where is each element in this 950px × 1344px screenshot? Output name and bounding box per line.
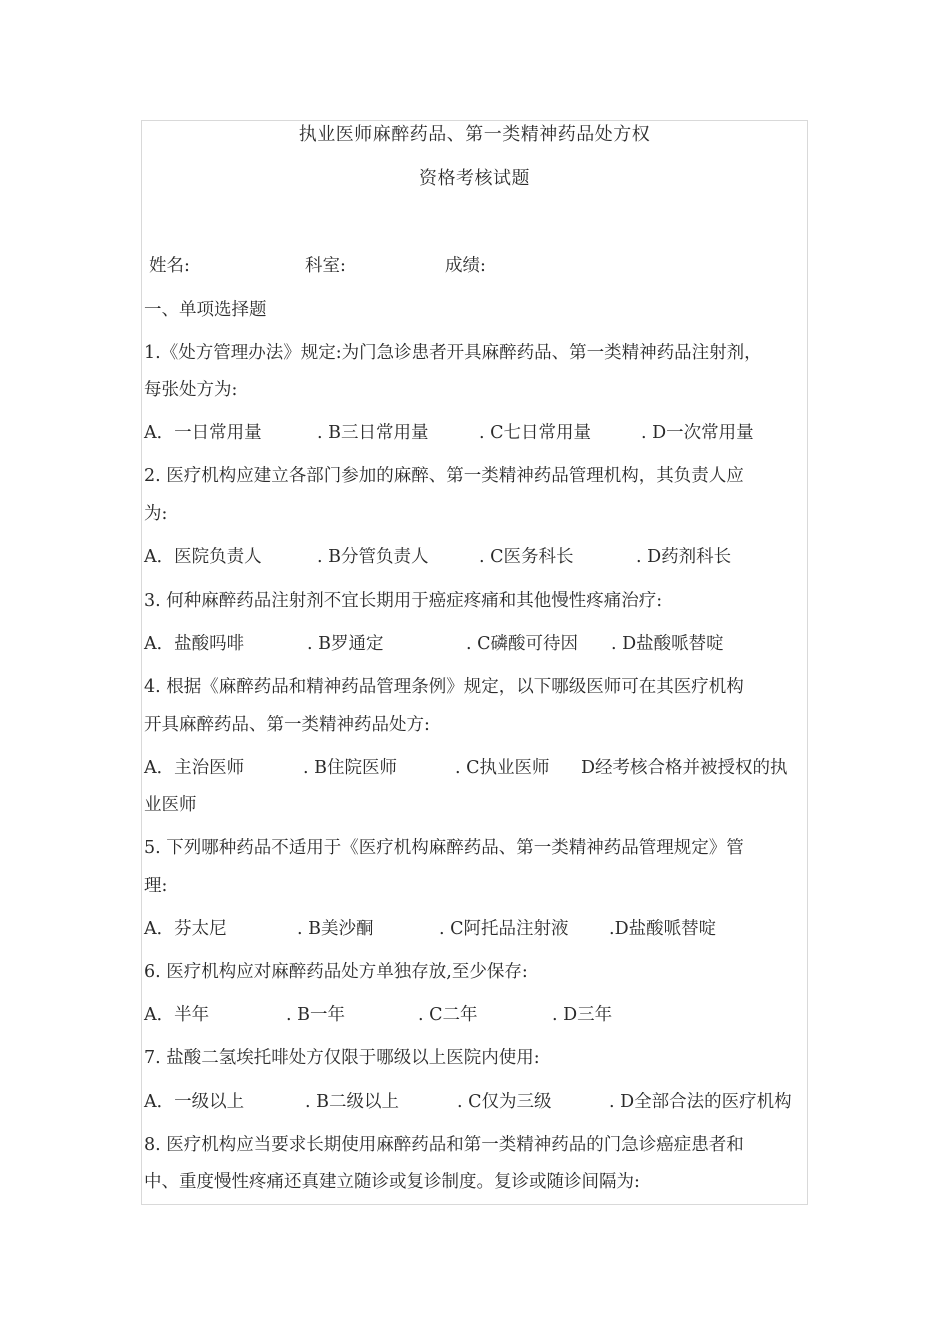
- question-7-option-c: . C仅为三级: [457, 1092, 552, 1112]
- question-5-line-2: 理:: [144, 876, 168, 896]
- question-8-line-2: 中、重度慢性疼痛还真建立随诊或复诊制度。复诊或随诊间隔为:: [144, 1172, 640, 1192]
- department-label: 科室:: [305, 256, 346, 276]
- question-1-option-c: . C七日常用量: [479, 423, 592, 443]
- section-title: 一、单项选择题: [144, 300, 267, 320]
- question-3-option-c: . C磷酸可待因: [466, 634, 579, 654]
- question-2-option-c: . C医务科长: [479, 547, 574, 567]
- question-5-option-a: A．芬太尼: [144, 919, 227, 939]
- question-1-option-a: A．一日常用量: [144, 423, 262, 443]
- question-3-option-d: . D盐酸哌替啶: [611, 634, 724, 654]
- question-3-option-b: . B罗通定: [307, 634, 384, 654]
- document-title: 执业医师麻醉药品、第一类精神药品处方权: [298, 124, 651, 145]
- name-label: 姓名:: [149, 256, 190, 276]
- score-label: 成绩:: [445, 256, 486, 276]
- question-7-option-d: . D全部合法的医疗机构: [609, 1092, 792, 1112]
- question-5-option-c: . C阿托品注射液: [439, 919, 569, 939]
- question-4-option-b: . B住院医师: [303, 758, 397, 778]
- question-4-option-d: D经考核合格并被授权的执: [581, 758, 788, 778]
- question-2-line-2: 为:: [144, 504, 168, 524]
- question-2-line-1: 2. 医疗机构应建立各部门参加的麻醉、第一类精神药品管理机构，其负责人应: [144, 466, 744, 486]
- question-8-line-1: 8. 医疗机构应当要求长期使用麻醉药品和第一类精神药品的门急诊癌症患者和: [144, 1135, 744, 1155]
- question-4-line-2: 开具麻醉药品、第一类精神药品处方:: [144, 715, 430, 735]
- question-4-option-c: . C执业医师: [455, 758, 550, 778]
- question-4-option-a: A．主治医师: [144, 758, 245, 778]
- question-7-option-b: . B二级以上: [305, 1092, 399, 1112]
- question-5-option-d: .D盐酸哌替啶: [609, 919, 717, 939]
- question-4-line-1: 4. 根据《麻醉药品和精神药品管理条例》规定，以下哪级医师可在其医疗机构: [144, 677, 744, 697]
- question-6-option-b: . B一年: [286, 1005, 345, 1025]
- question-5-line-1: 5. 下列哪种药品不适用于《医疗机构麻醉药品、第一类精神药品管理规定》管: [144, 838, 744, 858]
- question-7-option-a: A．一级以上: [144, 1092, 245, 1112]
- question-6-option-a: A．半年: [144, 1005, 210, 1025]
- question-2-option-b: . B分管负责人: [317, 547, 429, 567]
- question-7-line-1: 7. 盐酸二氢埃托啡处方仅限于哪级以上医院内使用:: [144, 1048, 540, 1068]
- question-1-line-1: 1.《处方管理办法》规定:为门急诊患者开具麻醉药品、第一类精神药品注射剂，: [144, 343, 762, 363]
- page-frame: [141, 120, 808, 1205]
- document-subtitle: 资格考核试题: [419, 168, 530, 189]
- question-1-line-2: 每张处方为:: [144, 380, 238, 400]
- question-6-option-d: . D三年: [552, 1005, 613, 1025]
- question-3-option-a: A．盐酸吗啡: [144, 634, 245, 654]
- question-5-option-b: . B美沙酮: [297, 919, 374, 939]
- question-6-line-1: 6. 医疗机构应对麻醉药品处方单独存放,至少保存:: [144, 962, 528, 982]
- question-3-line-1: 3. 何种麻醉药品注射剂不宜长期用于癌症疼痛和其他慢性疼痛治疗:: [144, 591, 663, 611]
- question-6-option-c: . C二年: [418, 1005, 478, 1025]
- question-1-option-d: . D一次常用量: [641, 423, 754, 443]
- question-4-line-3: 业医师: [144, 795, 197, 815]
- question-2-option-d: . D药剂科长: [636, 547, 732, 567]
- question-2-option-a: A．医院负责人: [144, 547, 262, 567]
- question-1-option-b: . B三日常用量: [317, 423, 429, 443]
